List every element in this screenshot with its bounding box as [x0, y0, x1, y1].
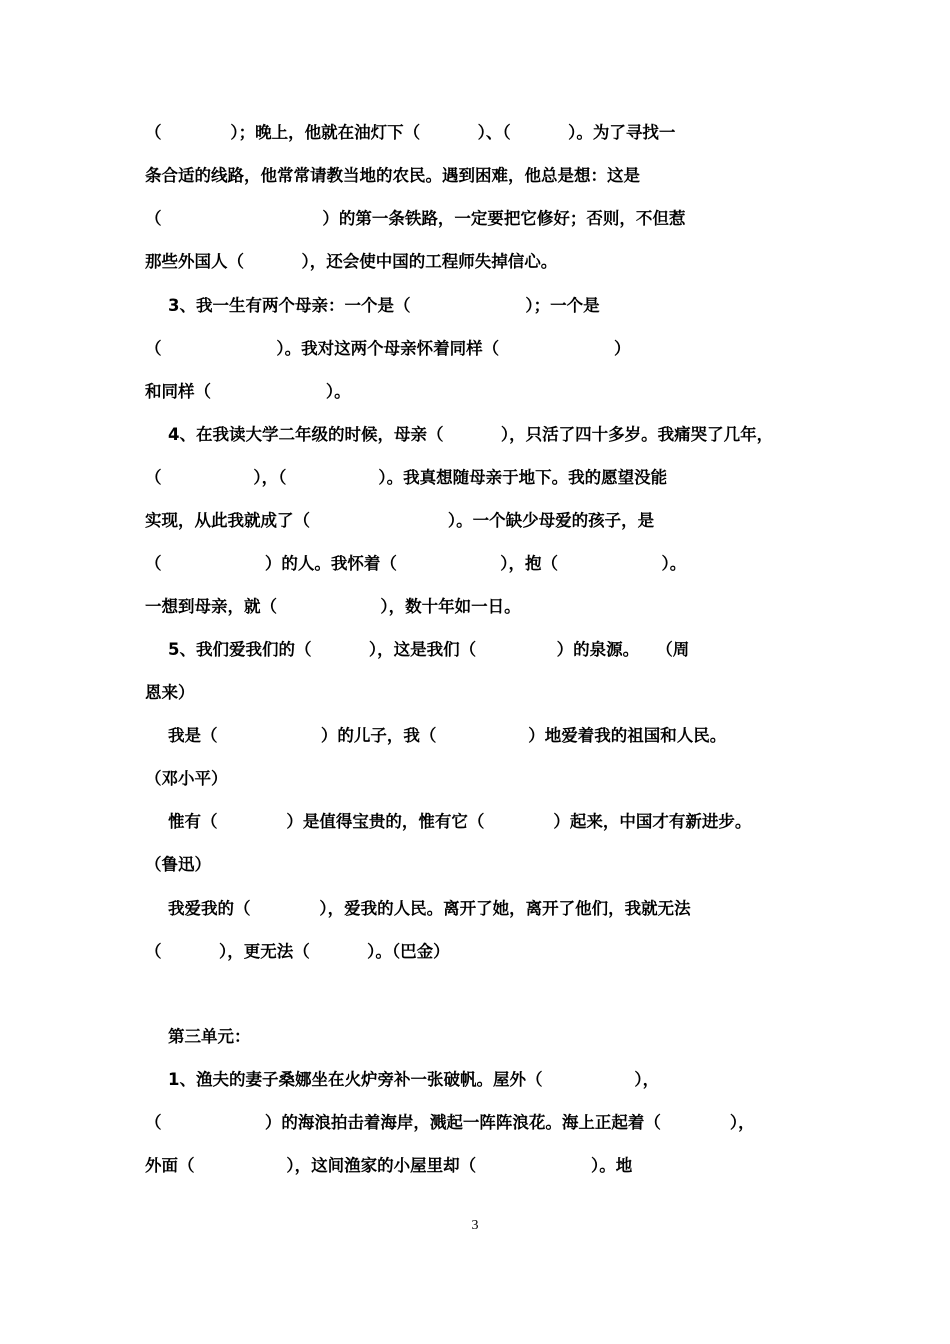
text-line: （ ）的人。我怀着（ ），抱（ ）。	[145, 554, 687, 573]
text-line: 外面（ ），这间渔家的小屋里却（ ）。地	[145, 1156, 633, 1175]
text-line: （邓小平）	[145, 769, 228, 788]
text-line: 实现，从此我就成了（ ）。一个缺少母爱的孩子，是	[145, 511, 655, 530]
text-line: （ ）的第一条铁路，一定要把它修好；否则，不但惹	[145, 209, 686, 228]
text-line: （鲁迅）	[145, 855, 211, 874]
text-line: 那些外国人（ ），还会使中国的工程师失掉信心。	[145, 252, 558, 271]
text-line: 1、渔夫的妻子桑娜坐在火炉旁补一张破帆。屋外（ ），	[145, 1070, 660, 1089]
page-number: 3	[471, 1218, 479, 1233]
text-line: 5、我们爱我们的（ ），这是我们（ ）的泉源。 （周	[145, 640, 690, 659]
text-line: 和同样（ ）。	[145, 382, 351, 401]
text-line: （ ）的海浪拍击着海岸，溅起一阵阵浪花。海上正起着（ ），	[145, 1113, 755, 1132]
text-line: （ ）；晚上，他就在油灯下（ ）、（ ）。为了寻找一	[145, 123, 676, 142]
text-line: 恩来）	[145, 683, 195, 702]
text-line: （ ），更无法（ ）。（巴金）	[145, 942, 450, 961]
section-heading: 第三单元：	[145, 1027, 251, 1046]
text-line: （ ），（ ）。我真想随母亲于地下。我的愿望没能	[145, 468, 668, 487]
text-line: 3、我一生有两个母亲：一个是（ ）；一个是	[145, 296, 600, 315]
text-line: 我爱我的（ ），爱我的人民。离开了她，离开了他们，我就无法	[145, 899, 691, 918]
text-line: （ ）。我对这两个母亲怀着同样（ ）	[145, 339, 631, 358]
text-line: 一想到母亲，就（ ），数十年如一日。	[145, 597, 521, 616]
text-line: 惟有（ ）是值得宝贵的，惟有它（ ）起来，中国才有新进步。	[145, 812, 752, 831]
text-line: 4、在我读大学二年级的时候，母亲（ ），只活了四十多岁。我痛哭了几年，	[145, 425, 774, 444]
text-line: 条合适的线路，他常常请教当地的农民。遇到困难，他总是想：这是	[145, 166, 640, 185]
text-line: 我是（ ）的儿子，我（ ）地爱着我的祖国和人民。	[145, 726, 727, 745]
